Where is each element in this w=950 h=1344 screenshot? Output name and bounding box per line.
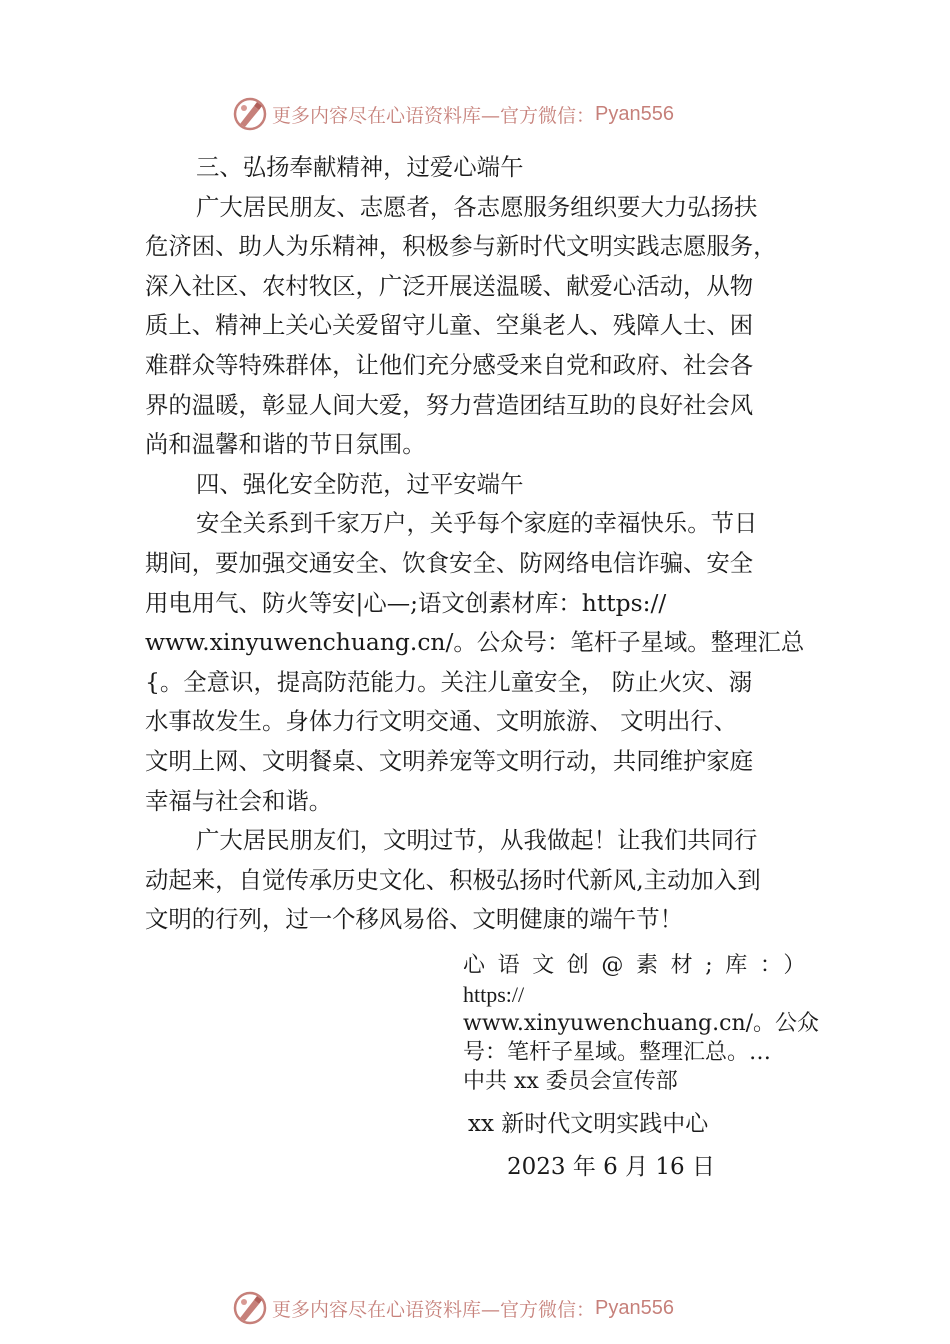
paragraph-line: 界的温暖，彰显人间大爱，努力营造团结互助的良好社会风 <box>145 390 754 419</box>
signature-block <box>463 951 833 1096</box>
paragraph-line: 深入社区、农村牧区，广泛开展送温暖、献爱心活动，从物 <box>145 271 754 300</box>
paragraph-line: 文明的行列，过一个移风易俗、文明健康的端午节！ <box>145 905 683 934</box>
paragraph-line: 期间，要加强交通安全、饮食安全、防网络电信诈骗、安全 <box>145 548 754 577</box>
paragraph-line: 水事故发生。身体力行文明交通、文明旅游、 文明出行、 <box>145 707 738 736</box>
pen-logo-icon <box>232 1290 268 1326</box>
watermark-handle: Pyan556 <box>595 1296 674 1319</box>
paragraph-line: 广大居民朋友们，文明过节，从我做起！让我们共同行 <box>196 826 758 855</box>
paragraph-line: 安全关系到千家万户，关乎每个家庭的幸福快乐。节日 <box>196 509 758 538</box>
footer-watermark <box>232 1290 674 1326</box>
paragraph-line: 动起来，自觉传承历史文化、积极弘扬时代新风,主动加入到 <box>145 865 761 894</box>
header-watermark <box>232 96 674 132</box>
paragraph-line: 四、强化安全防范，过平安端午 <box>196 469 524 498</box>
paragraph-line: 文明上网、文明餐桌、文明养宠等文明行动，共同维护家庭 <box>145 746 754 775</box>
paragraph-line: {。全意识，提高防范能力。关注儿童安全， 防止火灾、溺 <box>145 667 753 696</box>
watermark-text: 更多内容尽在心语资料库—官方微信： <box>272 1298 596 1321</box>
paragraph-line: 三、弘扬奉献精神，过爱心端午 <box>196 153 524 181</box>
pen-logo-icon <box>232 96 268 132</box>
paragraph-line: 质上、精神上关心关爱留守儿童、空巢老人、残障人士、困 <box>145 311 754 340</box>
signature-org-center: xx 新时代文明实践中心 <box>468 1111 709 1137</box>
signature-url-line: www.xinyuwenchuang.cn/。公众 <box>463 1011 820 1036</box>
paragraph-line: 广大居民朋友、志愿者，各志愿服务组织要大力弘扬扶 <box>196 192 758 221</box>
watermark-handle: Pyan556 <box>595 102 674 125</box>
paragraph-line: 尚和温馨和谐的节日氛围。 <box>145 430 426 459</box>
paragraph-line: 难群众等特殊群体，让他们充分感受来自党和政府、社会各 <box>145 350 754 379</box>
document-body <box>145 148 817 940</box>
signature-account-line: 号：笔杆子星域。整理汇总。… <box>463 1040 772 1065</box>
paragraph-line: www.xinyuwenchuang.cn/。公众号：笔杆子星域。整理汇总 <box>145 628 805 657</box>
signature-watermark-line: 心语文创@素材;库：） <box>463 953 819 978</box>
paragraph-line: 危济困、助人为乐精神，积极参与新时代文明实践志愿服务， <box>145 232 777 261</box>
paragraph-line: 用电用气、防火等安|心—;语文创素材库：https:// <box>145 588 667 617</box>
signature-org-propaganda: 中共 xx 委员会宣传部 <box>463 1069 678 1094</box>
signature-date: 2023 年 6 月 16 日 <box>507 1154 715 1180</box>
watermark-text: 更多内容尽在心语资料库—官方微信： <box>272 104 596 127</box>
paragraph-line: 幸福与社会和谐。 <box>145 786 333 815</box>
signature-url-line: https:// <box>463 982 525 1007</box>
